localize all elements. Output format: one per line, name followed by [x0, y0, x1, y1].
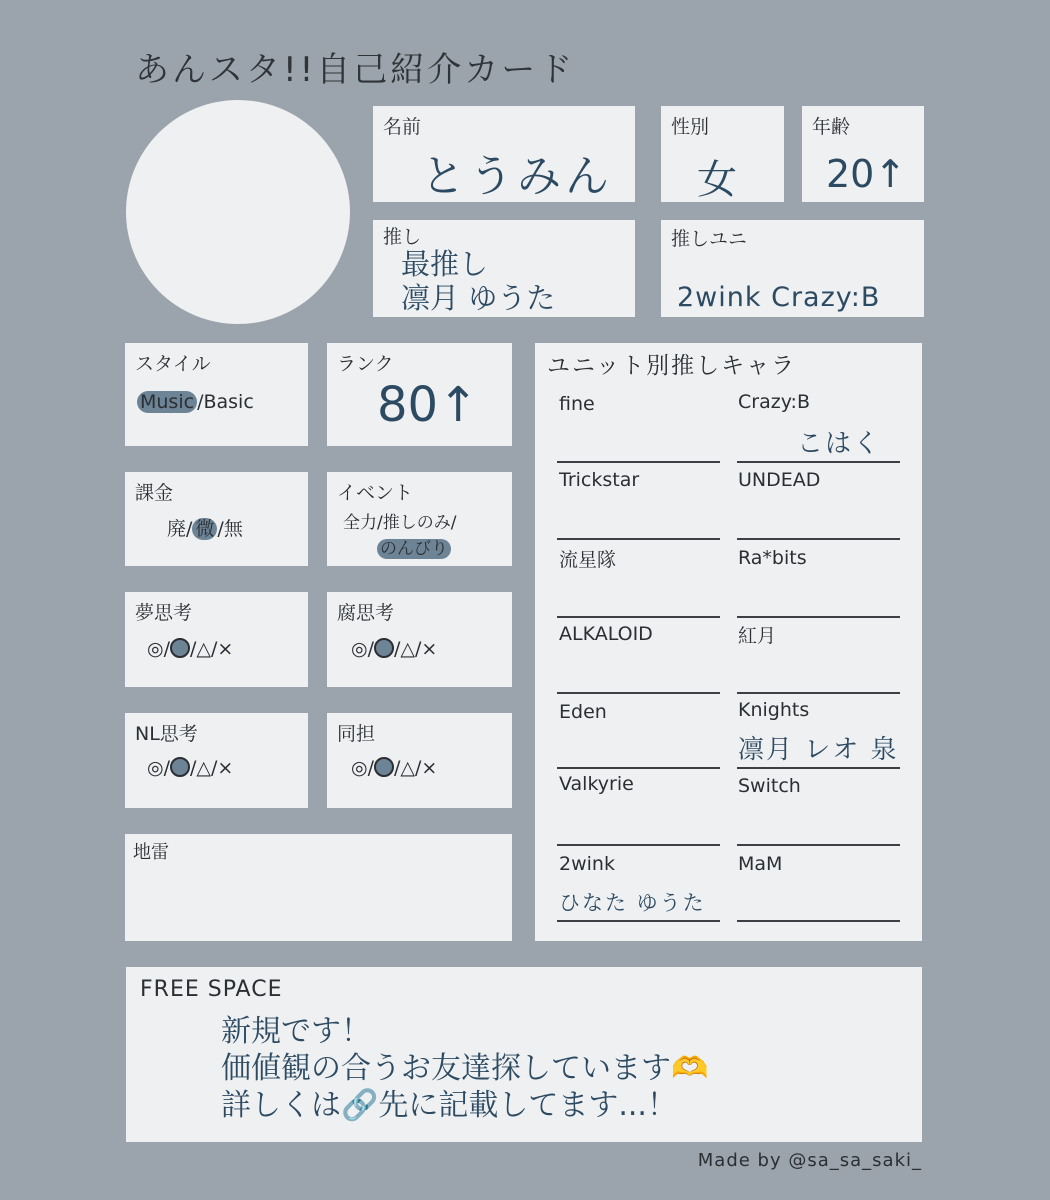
oshi-unit-value: 2wink Crazy:B — [677, 282, 881, 313]
billing-option-mu: /無 — [217, 518, 243, 540]
name-label: 名前 — [383, 116, 422, 138]
unit-underline-akatsuki — [737, 692, 900, 694]
doutan-box — [327, 713, 512, 808]
event-option-nonbiri-selected: のんびり — [377, 539, 451, 559]
unit-name-ryuseitai: 流星隊 — [559, 549, 617, 571]
nl-option-circle-selected — [170, 757, 190, 777]
style-label: スタイル — [135, 353, 211, 375]
avatar-placeholder — [126, 100, 350, 324]
unit-underline-crazyb — [737, 461, 900, 463]
unit-name-undead: UNDEAD — [738, 469, 821, 491]
unit-underline-trickstar — [557, 538, 720, 540]
fu-option-circle-selected — [374, 638, 394, 658]
unit-underline-mam — [737, 920, 900, 922]
fu-label: 腐思考 — [337, 602, 395, 624]
unit-underline-rabits — [737, 616, 900, 618]
fu-option-rest: /△/× — [393, 638, 438, 660]
gender-label: 性別 — [671, 116, 710, 138]
oshi-line1: 最推し — [401, 247, 489, 281]
jirai-label: 地雷 — [133, 842, 169, 863]
unit-name-knights: Knights — [738, 699, 810, 721]
billing-label: 課金 — [135, 482, 174, 504]
unit-name-alkaloid: ALKALOID — [559, 623, 653, 645]
doutan-option-rest: /△/× — [393, 757, 438, 779]
unit-underline-valkyrie — [557, 844, 720, 846]
event-options-line1: 全力/推しのみ/ — [343, 513, 457, 533]
oshi-line2: 凛月 ゆうた — [401, 281, 556, 315]
unit-name-crazyb: Crazy:B — [738, 391, 810, 413]
billing-option-bi-selected: 微 — [192, 518, 217, 540]
oshi-box — [373, 220, 635, 317]
unit-underline-undead — [737, 538, 900, 540]
free-space-line3: 詳しくは🔗先に記載してます...！ — [221, 1088, 677, 1123]
free-space-box — [126, 967, 922, 1142]
name-value: とうみん — [421, 151, 613, 202]
unit-underline-ryuseitai — [557, 616, 720, 618]
unit-name-2wink: 2wink — [559, 853, 615, 875]
unit-underline-2wink — [557, 920, 720, 922]
free-space-label: FREE SPACE — [140, 977, 283, 1002]
yume-label: 夢思考 — [135, 602, 193, 624]
unit-underline-switch — [737, 844, 900, 846]
unit-name-switch: Switch — [738, 775, 801, 797]
style-box — [125, 343, 308, 446]
credit-text: Made by @sa_sa_saki_ — [697, 1150, 922, 1171]
nl-option-rest: /△/× — [189, 757, 234, 779]
jirai-box — [125, 834, 512, 941]
unit-oshi-2wink: ひなた ゆうた — [559, 891, 706, 915]
nl-label: NL思考 — [135, 723, 198, 745]
age-box — [802, 106, 924, 202]
yume-option-circle-selected — [170, 638, 190, 658]
fu-option-double-circle: ◎/ — [351, 638, 374, 660]
unit-underline-knights — [737, 767, 900, 769]
unit-name-mam: MaM — [738, 853, 783, 875]
free-space-line2: 価値観の合うお友達探しています🫶 — [221, 1051, 709, 1086]
unit-oshi-title: ユニット別推しキャラ — [547, 353, 797, 379]
unit-name-fine: fine — [559, 393, 595, 415]
unit-oshi-knights: 凛月 レオ 泉 — [738, 735, 899, 765]
unit-oshi-panel — [535, 343, 922, 941]
free-space-line1: 新規です！ — [221, 1014, 371, 1049]
doutan-option-double-circle: ◎/ — [351, 757, 374, 779]
age-label: 年齢 — [812, 116, 851, 138]
rank-label: ランク — [337, 353, 394, 375]
event-label: イベント — [337, 482, 414, 504]
nl-box — [125, 713, 308, 808]
age-value: 20↑ — [826, 152, 907, 196]
unit-name-valkyrie: Valkyrie — [559, 773, 634, 795]
rank-value: 80↑ — [377, 377, 479, 433]
unit-name-eden: Eden — [559, 701, 607, 723]
name-box — [373, 106, 635, 202]
yume-option-rest: /△/× — [189, 638, 234, 660]
oshi-unit-label: 推しユニ — [671, 228, 748, 250]
gender-value: 女 — [697, 157, 737, 203]
yume-option-double-circle: ◎/ — [147, 638, 170, 660]
oshi-label: 推し — [383, 226, 422, 248]
unit-name-rabits: Ra*bits — [738, 547, 807, 569]
billing-box — [125, 472, 308, 566]
style-option-basic: /Basic — [197, 391, 254, 413]
doutan-label: 同担 — [337, 723, 376, 745]
unit-oshi-crazyb: こはく — [797, 429, 882, 459]
nl-option-double-circle: ◎/ — [147, 757, 170, 779]
rank-box — [327, 343, 512, 446]
oshi-unit-box — [661, 220, 924, 317]
fu-box — [327, 592, 512, 687]
doutan-option-circle-selected — [374, 757, 394, 777]
yume-box — [125, 592, 308, 687]
unit-underline-alkaloid — [557, 692, 720, 694]
unit-underline-fine — [557, 461, 720, 463]
free-space-text — [221, 1013, 708, 1124]
billing-option-hai: 廃/ — [167, 518, 193, 540]
unit-name-trickstar: Trickstar — [559, 469, 640, 491]
unit-name-akatsuki: 紅月 — [738, 625, 777, 647]
style-option-music-selected: Music — [137, 391, 197, 413]
event-box — [327, 472, 512, 566]
unit-underline-eden — [557, 767, 720, 769]
gender-box — [661, 106, 784, 202]
card-title: あんスタ!!自己紹介カード — [135, 50, 576, 90]
